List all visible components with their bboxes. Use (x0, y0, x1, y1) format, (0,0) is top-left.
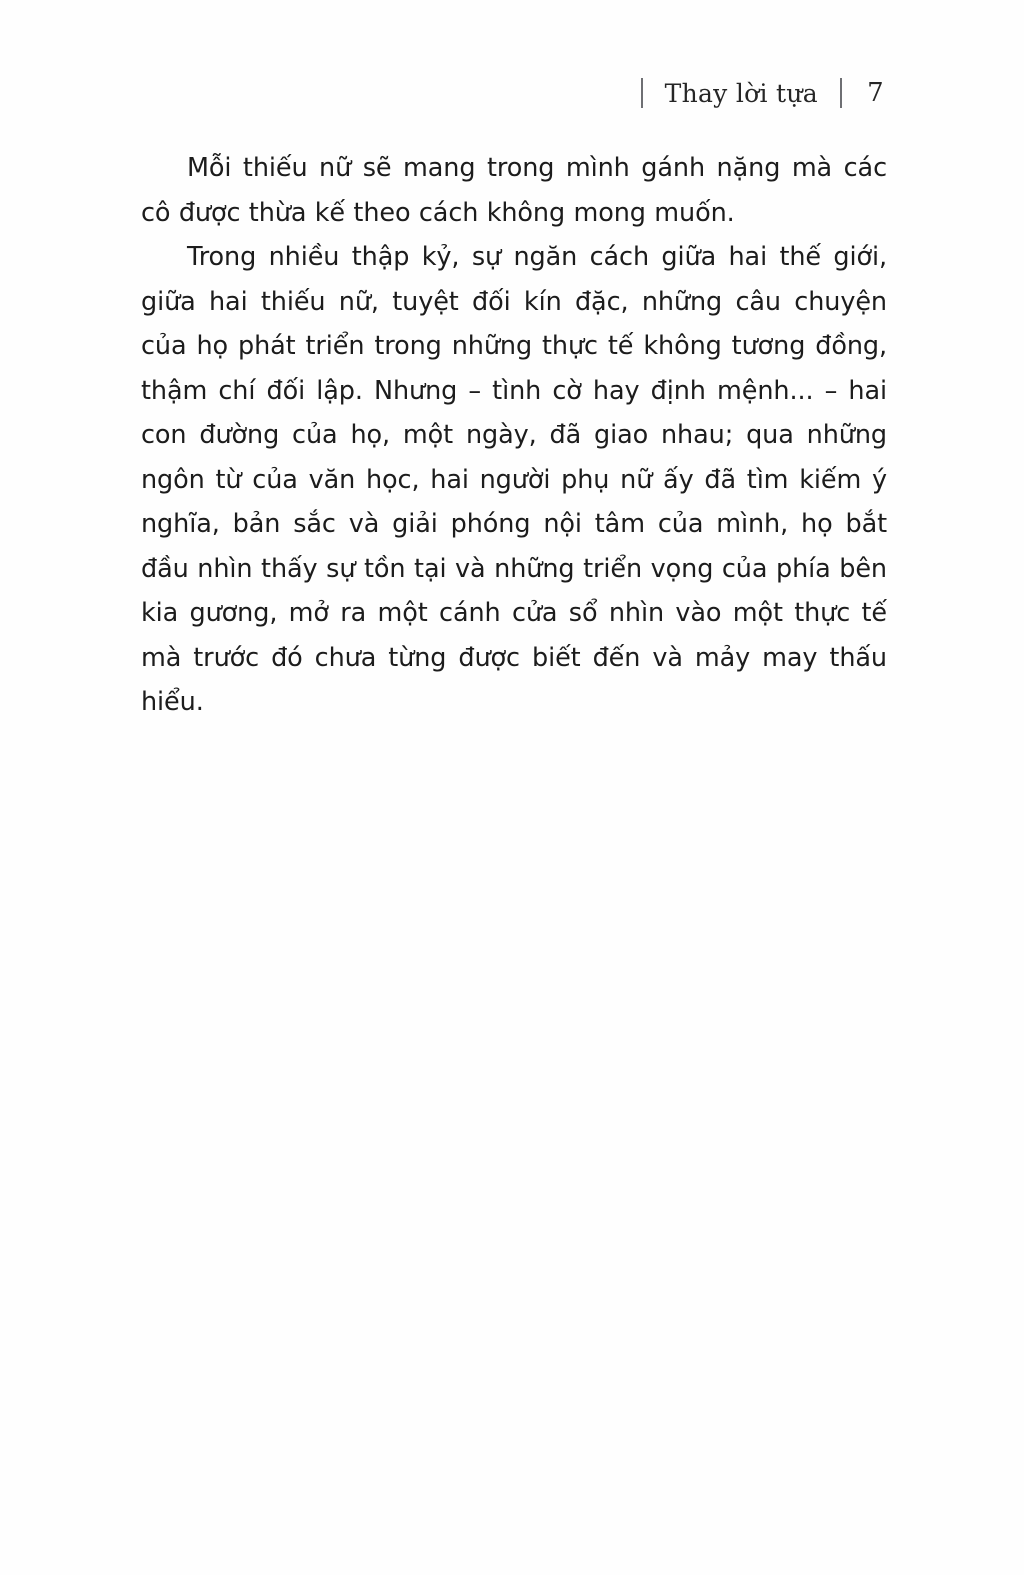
left-rule-divider (641, 78, 643, 108)
body-text (141, 146, 887, 725)
running-head (641, 78, 884, 108)
paragraph: Trong nhiều thập kỷ, sự ngăn cách giữa hai thế giới, giữa hai thiếu nữ, tuyệt đối kín đặc, những câu chuyện của họ phát triển trong những thực tế không tương đồng, thậm chí đối lập. Nhưng – tình cờ hay định mệnh... – hai con đường của họ, một ngày, đã giao nhau; qua những ngôn từ của văn học, hai người phụ nữ ấy đã tìm kiếm ý nghĩa, bản sắc và giải phóng nội tâm của mình, họ bắt đầu nhìn thấy sự tồn tại và những triển vọng của phía bên kia gương, mở ra một cánh cửa sổ nhìn vào một thực tế mà trước đó chưa từng được biết đến và mảy may thấu hiểu. (141, 242, 887, 717)
running-head-title: Thay lời tựa (664, 78, 818, 108)
right-rule-divider (840, 78, 842, 108)
page-number: 7 (867, 78, 884, 108)
paragraph: Mỗi thiếu nữ sẽ mang trong mình gánh nặng mà các cô được thừa kế theo cách không mong muốn. (141, 153, 887, 228)
